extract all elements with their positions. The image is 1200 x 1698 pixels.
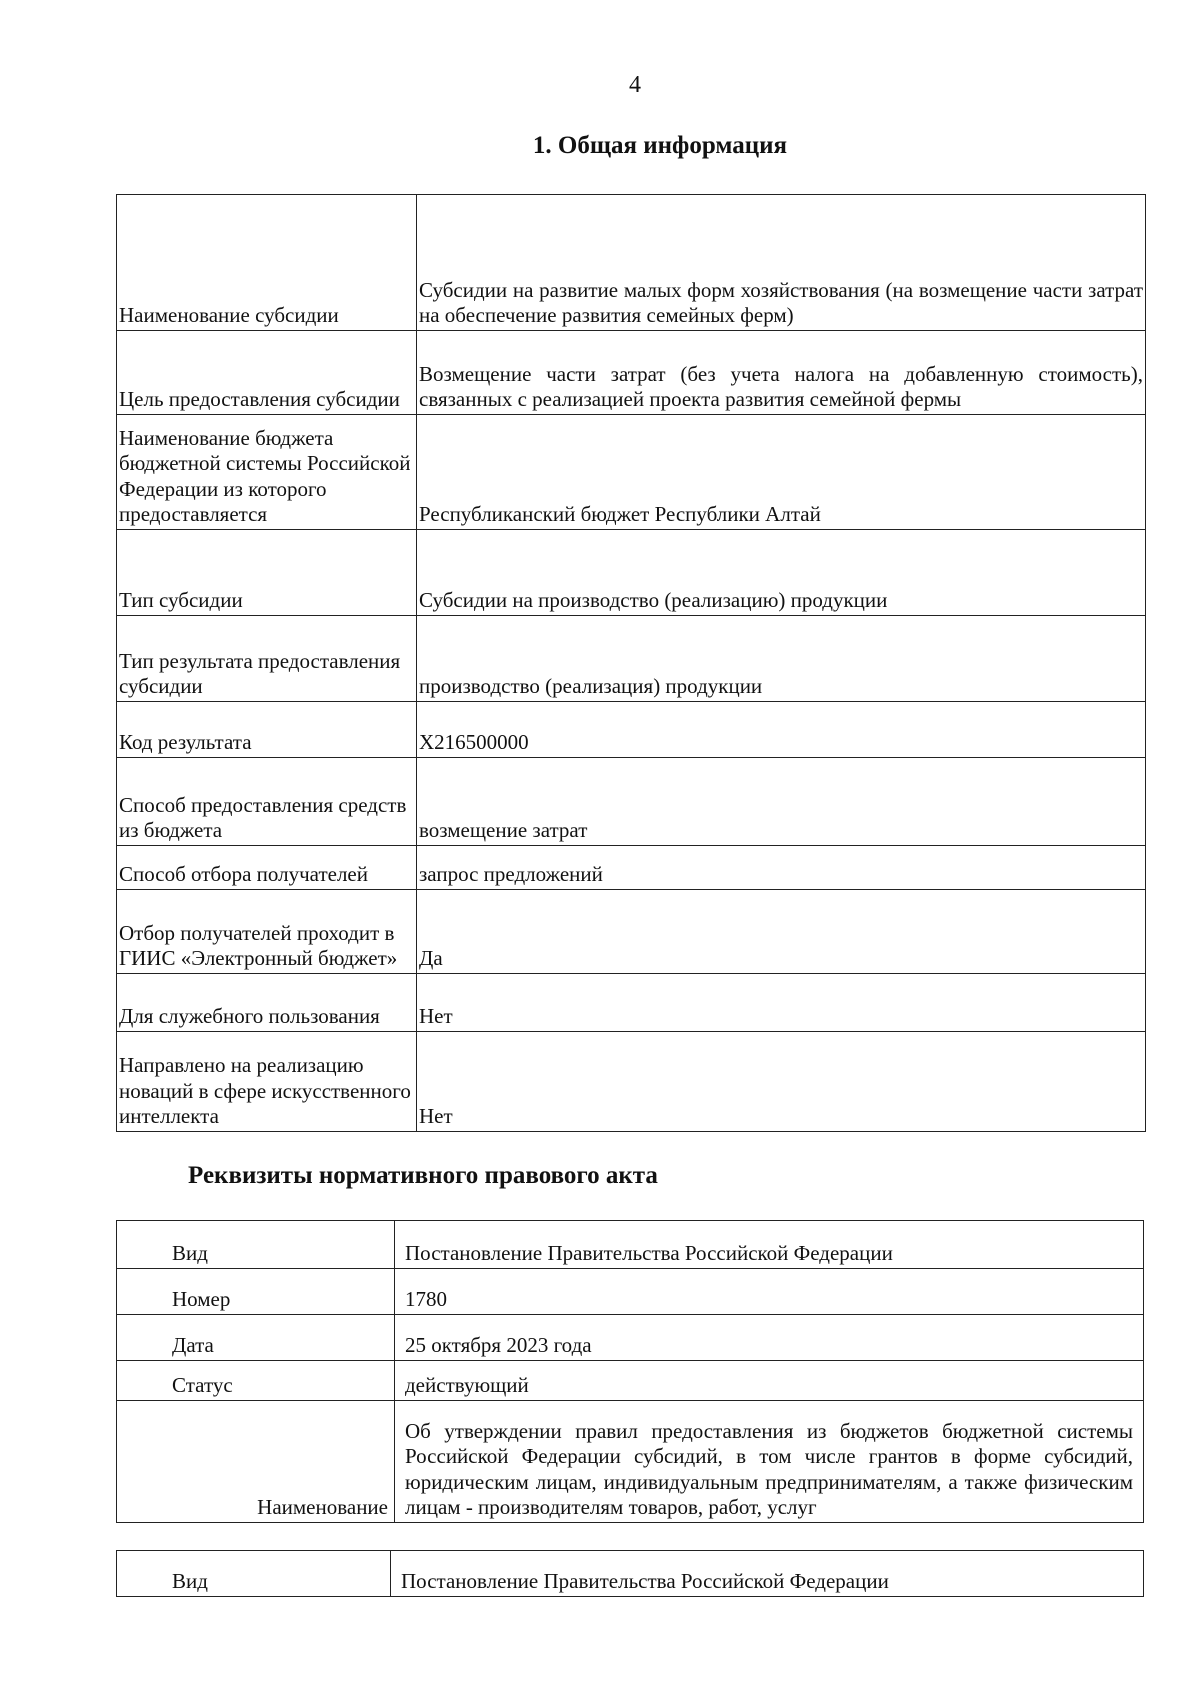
table-row [117, 1269, 1144, 1315]
table-row [117, 616, 1146, 702]
row-label: Наименование субсидии [117, 195, 417, 331]
row-label: Тип субсидии [117, 530, 417, 616]
row-value: Постановление Правительства Российской Федерации [391, 1551, 1144, 1597]
table-row [117, 415, 1146, 530]
row-value: 25 октября 2023 года [395, 1315, 1144, 1361]
row-label: Цель предоставления субсидии [117, 331, 417, 415]
row-value: Об утверждении правил предоставления из бюджетов бюджетной системы Российской Федерации субсидий, в том числе грантов в форме субсидий, юридическим лицам, индивидуальным предпринимателям, а также физическим лицам - производителям товаров, работ, услуг [395, 1401, 1144, 1523]
row-label: Направлено на реализацию новаций в сфере искусственного интеллекта [117, 1032, 417, 1132]
row-value: 1780 [395, 1269, 1144, 1315]
row-label: Наименование [117, 1401, 395, 1523]
row-label: Отбор получателей проходит в ГИИС «Электронный бюджет» [117, 890, 417, 974]
table-row [117, 1221, 1144, 1269]
row-label: Способ предоставления средств из бюджета [117, 758, 417, 846]
table-row [117, 702, 1146, 758]
row-label: Способ отбора получателей [117, 846, 417, 890]
page-number: 4 [629, 72, 641, 98]
row-label: Дата [117, 1315, 395, 1361]
row-value: Субсидии на производство (реализацию) продукции [417, 530, 1146, 616]
table-row [117, 195, 1146, 331]
row-value: действующий [395, 1361, 1144, 1401]
row-value: Нет [417, 1032, 1146, 1132]
row-value: запрос предложений [417, 846, 1146, 890]
row-value: Республиканский бюджет Республики Алтай [417, 415, 1146, 530]
row-value: Нет [417, 974, 1146, 1032]
table-row [117, 974, 1146, 1032]
row-value: Субсидии на развитие малых форм хозяйствования (на возмещение части затрат на обеспечение развития семейных ферм) [417, 195, 1146, 331]
row-label: Тип результата предоставления субсидии [117, 616, 417, 702]
row-value: X216500000 [417, 702, 1146, 758]
table-row [117, 1551, 1144, 1597]
table-row [117, 1315, 1144, 1361]
row-label: Вид [117, 1551, 391, 1597]
table-row [117, 890, 1146, 974]
row-label: Наименование бюджета бюджетной системы Российской Федерации из которого предоставляется [117, 415, 417, 530]
section-title: 1. Общая информация [532, 132, 788, 159]
row-value: Возмещение части затрат (без учета налога на добавленную стоимость), связанных с реализацией проекта развития семейной фермы [417, 331, 1146, 415]
legal-act-table-2 [116, 1550, 1144, 1597]
table-row [117, 846, 1146, 890]
row-label: Статус [117, 1361, 395, 1401]
row-label: Номер [117, 1269, 395, 1315]
table-row [117, 1401, 1144, 1523]
legal-act-table [116, 1220, 1144, 1523]
table-row [117, 331, 1146, 415]
row-value: Да [417, 890, 1146, 974]
legal-act-heading: Реквизиты нормативного правового акта [188, 1162, 658, 1189]
row-value: возмещение затрат [417, 758, 1146, 846]
row-value: производство (реализация) продукции [417, 616, 1146, 702]
general-info-table [116, 194, 1146, 1132]
table-row [117, 530, 1146, 616]
row-value: Постановление Правительства Российской Федерации [395, 1221, 1144, 1269]
table-row [117, 758, 1146, 846]
table-row [117, 1361, 1144, 1401]
row-label: Вид [117, 1221, 395, 1269]
row-label: Для служебного пользования [117, 974, 417, 1032]
table-row [117, 1032, 1146, 1132]
row-label: Код результата [117, 702, 417, 758]
